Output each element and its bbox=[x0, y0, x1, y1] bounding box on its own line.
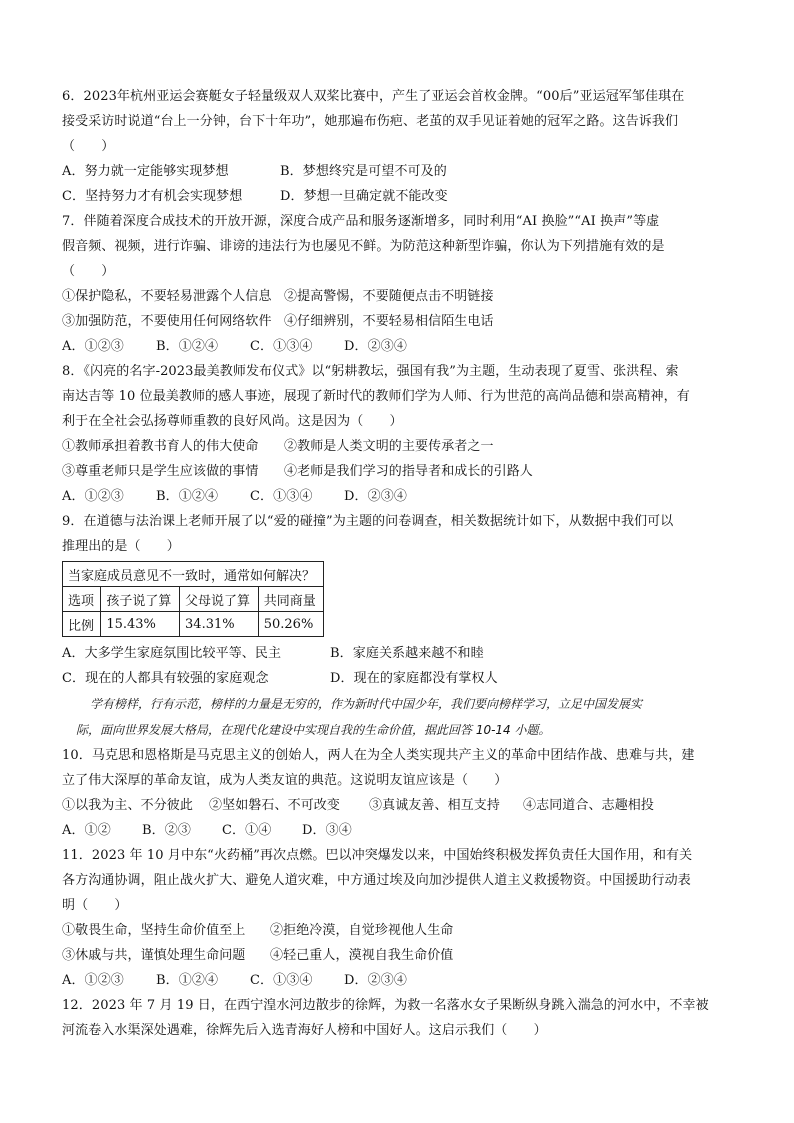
section-intro-line: 学有榜样，行有示范，榜样的力量是无穷的，作为新时代中国少年，我们要向榜样学习，立足中国发展实 bbox=[90, 697, 643, 711]
statement-4: ④老师是我们学习的指导者和成长的引路人 bbox=[284, 464, 533, 479]
question-12-stem-line: 河流卷入水渠深处遇难，徐辉先后入选青海好人榜和中国好人。这启示我们（ ） bbox=[62, 1023, 547, 1038]
question-11-options-row bbox=[62, 968, 740, 993]
statement-1: ①教师承担着教书育人的伟大使命 bbox=[62, 439, 259, 454]
statement-4: ④志同道合、志趣相投 bbox=[523, 798, 655, 813]
question-9-options-row bbox=[62, 666, 740, 691]
question-6-options-row bbox=[62, 184, 740, 209]
option-a: A．努力就一定能够实现梦想 bbox=[62, 164, 229, 179]
question-10-stem-line: 立了伟大深厚的革命友谊，成为人类友谊的典范。这说明友谊应该是（ ） bbox=[62, 773, 508, 788]
statement-1: ①保护隐私，不要轻易泄露个人信息 bbox=[62, 289, 272, 304]
question-6-stem-line: 接受采访时说道“台上一分钟，台下十年功”，她那遍布伤疤、老茧的双手见证着她的冠军之路。这告诉我们 bbox=[62, 114, 679, 129]
statement-3: ③真诚友善、相互支持 bbox=[369, 798, 501, 813]
statement-2: ②拒绝冷漠，自觉珍视他人生命 bbox=[270, 923, 454, 938]
question-9 bbox=[62, 509, 740, 691]
question-10 bbox=[62, 743, 740, 843]
question-7-options-row bbox=[62, 334, 740, 359]
table-cell: 50.26% bbox=[258, 612, 323, 637]
question-9-options-row bbox=[62, 641, 740, 666]
question-8-stem-line: 利于在全社会弘扬尊师重教的良好风尚。这是因为（ ） bbox=[62, 414, 403, 429]
statements-row bbox=[62, 943, 740, 968]
question-11-stem-line: 明（ ） bbox=[62, 898, 128, 913]
question-8-options-row bbox=[62, 484, 740, 509]
statement-2: ②教师是人类文明的主要传承者之一 bbox=[284, 439, 494, 454]
option-c: C．①③④ bbox=[250, 489, 313, 504]
option-a: A．①②③ bbox=[62, 489, 124, 504]
option-b: B．①②④ bbox=[156, 339, 219, 354]
question-6-answer-paren: （ ） bbox=[62, 139, 115, 154]
table-row bbox=[63, 612, 324, 637]
option-b: B．梦想终究是可望不可及的 bbox=[280, 164, 447, 179]
statements-row bbox=[62, 309, 740, 334]
table-cell: 15.43% bbox=[101, 612, 180, 637]
table-cell: 选项 bbox=[63, 587, 101, 612]
option-b: B．②③ bbox=[142, 823, 191, 838]
option-d: D．②③④ bbox=[344, 339, 407, 354]
table-cell: 比例 bbox=[63, 612, 101, 637]
statements-row bbox=[62, 459, 740, 484]
question-11 bbox=[62, 843, 740, 993]
question-11-stem-line: 各方沟通协调，阻止战火扩大、避免人道灾难，中方通过埃及向加沙提供人道主义救援物资。中国援助行动表 bbox=[62, 873, 691, 888]
question-6-options-row bbox=[62, 159, 740, 184]
table-cell: 共同商量 bbox=[258, 587, 323, 612]
question-12-stem-line: 12．2023 年 7 月 19 日，在西宁湟水河边散步的徐辉，为救一名落水女子果断纵身跳入湍急的河水中，不幸被 bbox=[62, 998, 709, 1013]
statement-2: ②坚如磐石、不可改变 bbox=[209, 798, 341, 813]
question-7-stem-line: 假音频、视频，进行诈骗、诽谤的违法行为也屡见不鲜。为防范这种新型诈骗，你认为下列措施有效的是 bbox=[62, 239, 665, 254]
option-a: A．①②③ bbox=[62, 339, 124, 354]
question-8-stem-line: 8．《闪亮的名字-2023最美教师发布仪式》以“躬耕教坛，强国有我”为主题，生动表现了夏雪、张洪程、索 bbox=[62, 364, 679, 379]
option-d: D．梦想一旦确定就不能改变 bbox=[280, 189, 448, 204]
statement-3: ③加强防范，不要使用任何网络软件 bbox=[62, 314, 272, 329]
option-c: C．①④ bbox=[222, 823, 272, 838]
statement-3: ③尊重老师只是学生应该做的事情 bbox=[62, 464, 259, 479]
table-cell: 父母说了算 bbox=[180, 587, 259, 612]
table-cell: 孩子说了算 bbox=[101, 587, 180, 612]
section-intro-line: 际，面向世界发展大格局，在现代化建设中实现自我的生命价值，据此回答 10-14 小题。 bbox=[76, 723, 551, 737]
option-c: C．①③④ bbox=[250, 339, 313, 354]
exam-page bbox=[62, 84, 740, 1043]
option-b: B．①②④ bbox=[156, 489, 219, 504]
statements-row bbox=[62, 918, 740, 943]
option-a: A．大多学生家庭氛围比较平等、民主 bbox=[62, 646, 282, 661]
option-a: A．①②③ bbox=[62, 973, 124, 988]
statement-4: ④仔细辨别，不要轻易相信陌生电话 bbox=[284, 314, 494, 329]
section-intro bbox=[62, 691, 740, 743]
table-cell: 34.31% bbox=[180, 612, 259, 637]
option-c: C．坚持努力才有机会实现梦想 bbox=[62, 189, 243, 204]
option-a: A．①② bbox=[62, 823, 111, 838]
option-c: C．①③④ bbox=[250, 973, 313, 988]
question-9-stem-line: 9．在道德与法治课上老师开展了以“爱的碰撞”为主题的问卷调查，相关数据统计如下，从数据中我们可以 bbox=[62, 514, 674, 529]
survey-table-title: 当家庭成员意见不一致时，通常如何解决？ bbox=[63, 562, 324, 587]
survey-table bbox=[62, 561, 324, 637]
question-11-stem-line: 11．2023 年 10 月中东“火药桶”再次点燃。巴以冲突爆发以来，中国始终积极发挥负责任大国作用，和有关 bbox=[62, 848, 693, 863]
option-b: B．①②④ bbox=[156, 973, 219, 988]
option-d: D．②③④ bbox=[344, 973, 407, 988]
statement-3: ③休戚与共，谨慎处理生命问题 bbox=[62, 948, 246, 963]
statement-1: ①以我为主、不分彼此 bbox=[62, 798, 194, 813]
option-b: B．家庭关系越来越不和睦 bbox=[330, 646, 484, 661]
question-8-stem-line: 南达吉等 10 位最美教师的感人事迹，展现了新时代的教师们学为人师、行为世范的高尚品德和崇高精神，有 bbox=[62, 389, 690, 404]
option-d: D．现在的家庭都没有掌权人 bbox=[330, 671, 498, 686]
question-7 bbox=[62, 209, 740, 359]
option-d: D．③④ bbox=[302, 823, 352, 838]
statements-row bbox=[62, 434, 740, 459]
option-c: C．现在的人都具有较强的家庭观念 bbox=[62, 671, 269, 686]
question-7-answer-paren: （ ） bbox=[62, 264, 115, 279]
question-6-stem-line: 6．2023年杭州亚运会赛艇女子轻量级双人双桨比赛中，产生了亚运会首枚金牌。“00后”亚运冠军邹佳琪在 bbox=[62, 89, 685, 104]
statements-row bbox=[62, 284, 740, 309]
question-8 bbox=[62, 359, 740, 509]
statement-4: ④轻己重人，漠视自我生命价值 bbox=[270, 948, 454, 963]
question-9-stem-line: 推理出的是（ ） bbox=[62, 539, 180, 554]
question-10-stem-line: 10．马克思和恩格斯是马克思主义的创始人，两人在为全人类实现共产主义的革命中团结作战、患难与共，建 bbox=[62, 748, 695, 763]
table-row bbox=[63, 587, 324, 612]
question-12 bbox=[62, 993, 740, 1043]
question-10-options-row bbox=[62, 818, 740, 843]
statements-row bbox=[62, 793, 740, 818]
question-7-stem-line: 7．伴随着深度合成技术的开放开源，深度合成产品和服务逐渐增多，同时利用“AI 换脸”“AI 换声”等虚 bbox=[62, 214, 660, 229]
question-6 bbox=[62, 84, 740, 209]
statement-2: ②提高警惕，不要随便点击不明链接 bbox=[284, 289, 494, 304]
statement-1: ①敬畏生命，坚持生命价值至上 bbox=[62, 923, 246, 938]
option-d: D．②③④ bbox=[344, 489, 407, 504]
